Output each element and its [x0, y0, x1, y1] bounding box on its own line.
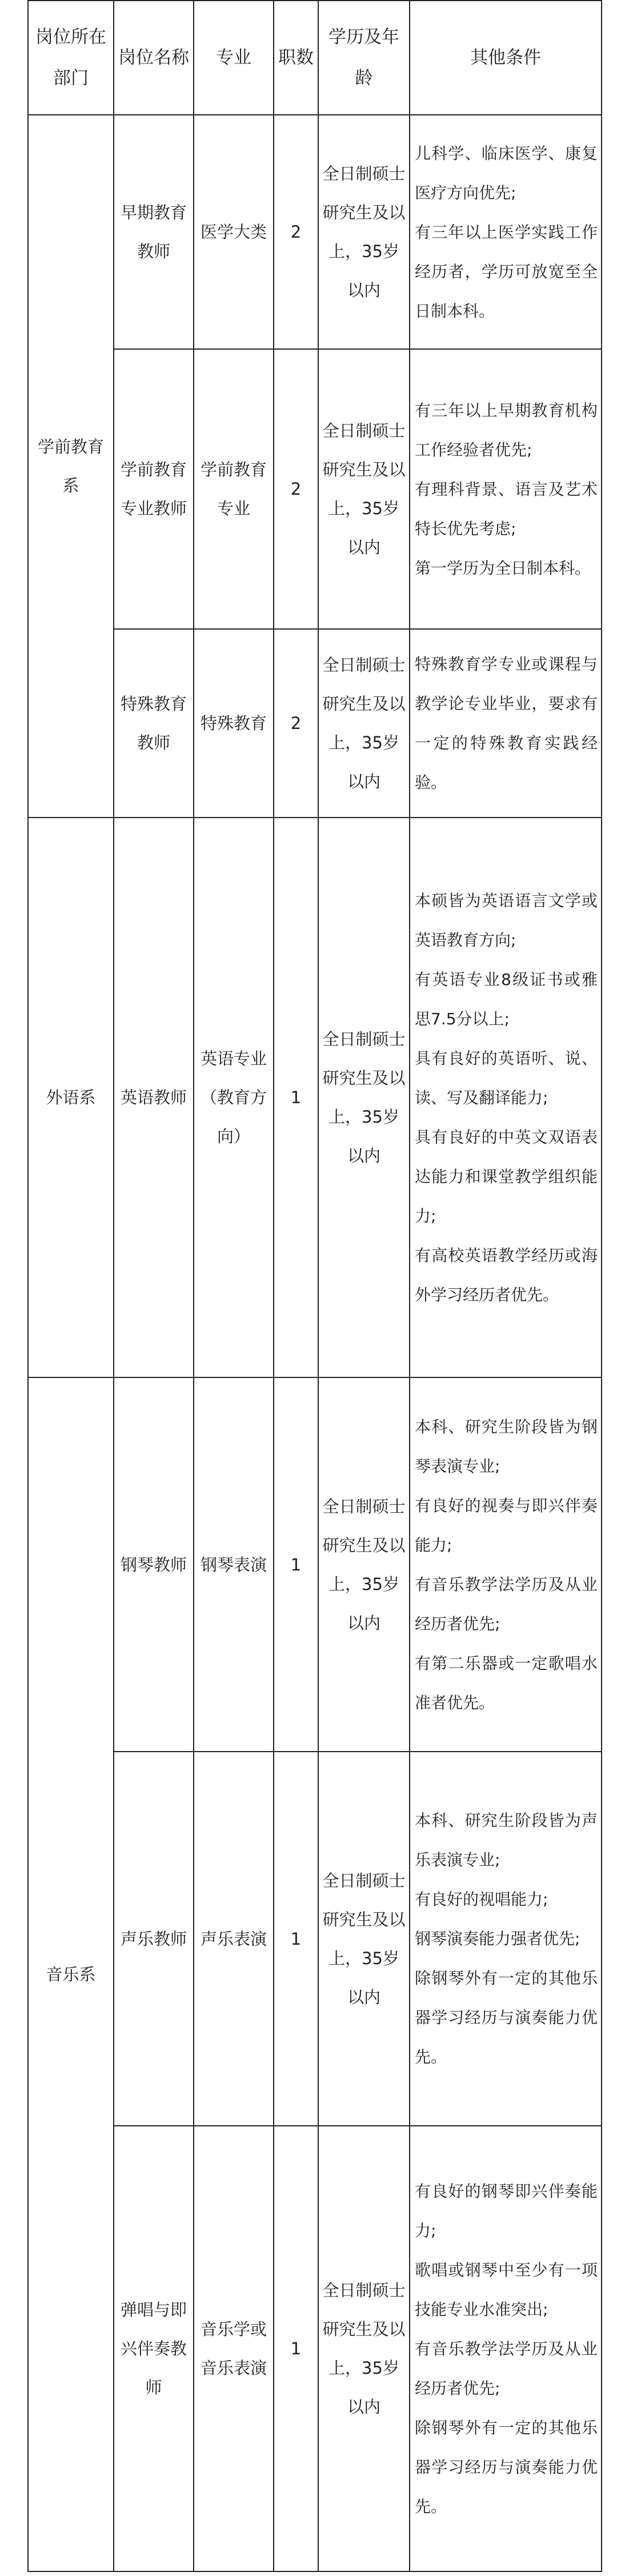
header-dept: 岗位所在部门: [28, 1, 114, 115]
table-row: [28, 2126, 602, 2571]
count-cell: 2: [274, 349, 318, 629]
other-line: 本硕皆为英语语言文学或英语教育方向;: [415, 891, 598, 950]
major-cell: 声乐表演: [194, 1752, 274, 2126]
other-line: 有音乐教学法学历及从业经历者优先;: [415, 2339, 598, 2398]
other-line: 有高校英语教学经历或海外学习经历者优先。: [415, 1245, 598, 1304]
header-row: [28, 1, 602, 115]
edu-age-cell: 全日制硕士研究生及以上，35岁以内: [318, 629, 410, 818]
other-line: 有第二乐器或一定歌唱水准者优先。: [415, 1653, 598, 1712]
recruitment-table: [27, 0, 602, 2572]
other-line: 有理科背景、语言及艺术特长优先考虑;: [415, 479, 598, 538]
table-row: [28, 629, 602, 818]
position-cell: 特殊教育教师: [114, 629, 194, 818]
table-row: [28, 1752, 602, 2126]
other-cell: [410, 1377, 602, 1752]
other-line: 儿科学、临床医学、康复医疗方向优先;: [415, 143, 598, 202]
other-cell: [410, 349, 602, 629]
count-cell: 2: [274, 115, 318, 349]
count-cell: 1: [274, 1377, 318, 1752]
header-other: 其他条件: [410, 1, 602, 115]
edu-age-cell: 全日制硕士研究生及以上，35岁以内: [318, 1377, 410, 1752]
header-count: 职数: [274, 1, 318, 115]
other-cell: [410, 1752, 602, 2126]
header-position: 岗位名称: [114, 1, 194, 115]
other-line: 有音乐教学法学历及从业经历者优先;: [415, 1575, 598, 1633]
position-cell: 声乐教师: [114, 1752, 194, 2126]
other-line: 有三年以上早期教育机构工作经验者优先;: [415, 400, 598, 459]
table-row: [28, 1377, 602, 1752]
other-line: 有良好的视奏与即兴伴奏能力;: [415, 1496, 598, 1555]
major-cell: 学前教育专业: [194, 349, 274, 629]
other-cell: [410, 2126, 602, 2571]
other-cell: [410, 818, 602, 1377]
major-cell: 特殊教育: [194, 629, 274, 818]
table-row: [28, 115, 602, 349]
dept-cell-preschool: 学前教育系: [28, 115, 114, 818]
count-cell: 1: [274, 2126, 318, 2571]
count-cell: 1: [274, 818, 318, 1377]
position-cell: 英语教师: [114, 818, 194, 1377]
position-cell: 钢琴教师: [114, 1377, 194, 1752]
position-cell: 弹唱与即兴伴奏教师: [114, 2126, 194, 2571]
other-line: 钢琴演奏能力强者优先;: [415, 1929, 580, 1948]
other-line: 本科、研究生阶段皆为声乐表演专业;: [415, 1811, 598, 1869]
other-line: 特殊教育学专业或课程与教学论专业毕业，要求有一定的特殊教育实践经验。: [415, 655, 598, 792]
count-cell: 2: [274, 629, 318, 818]
other-line: 有良好的钢琴即兴伴奏能力;: [415, 2181, 598, 2240]
other-cell: [410, 629, 602, 818]
table-row: [28, 349, 602, 629]
major-cell: 医学大类: [194, 115, 274, 349]
other-line: 歌唱或钢琴中至少有一项技能专业水准突出;: [415, 2260, 598, 2319]
other-line: 有良好的视唱能力;: [415, 1890, 548, 1909]
dept-cell-foreign: 外语系: [28, 818, 114, 1377]
edu-age-cell: 全日制硕士研究生及以上，35岁以内: [318, 115, 410, 349]
other-line: 除钢琴外有一定的其他乐器学习经历与演奏能力优先。: [415, 2418, 598, 2516]
other-line: 具有良好的中英文双语表达能力和课堂教学组织能力;: [415, 1127, 598, 1225]
position-cell: 学前教育专业教师: [114, 349, 194, 629]
edu-age-cell: 全日制硕士研究生及以上，35岁以内: [318, 2126, 410, 2571]
other-cell: [410, 115, 602, 349]
major-cell: 钢琴表演: [194, 1377, 274, 1752]
other-line: 具有良好的英语听、说、读、写及翻译能力;: [415, 1048, 598, 1107]
other-line: 有三年以上医学实践工作经历者，学历可放宽至全日制本科。: [415, 222, 598, 321]
other-line: 本科、研究生阶段皆为钢琴表演专业;: [415, 1417, 598, 1476]
count-cell: 1: [274, 1752, 318, 2126]
other-line: 第一学历为全日制本科。: [415, 558, 591, 578]
major-cell: 音乐学或音乐表演: [194, 2126, 274, 2571]
edu-age-cell: 全日制硕士研究生及以上，35岁以内: [318, 1752, 410, 2126]
edu-age-cell: 全日制硕士研究生及以上，35岁以内: [318, 818, 410, 1377]
dept-cell-music: 音乐系: [28, 1377, 114, 2571]
other-line: 有英语专业8级证书或雅思7.5分以上;: [415, 969, 598, 1028]
table-row: [28, 818, 602, 1377]
other-line: 除钢琴外有一定的其他乐器学习经历与演奏能力优先。: [415, 1969, 598, 2066]
edu-age-cell: 全日制硕士研究生及以上，35岁以内: [318, 349, 410, 629]
major-cell: 英语专业（教育方向）: [194, 818, 274, 1377]
header-major: 专业: [194, 1, 274, 115]
header-edu-age: 学历及年龄: [318, 1, 410, 115]
position-cell: 早期教育教师: [114, 115, 194, 349]
